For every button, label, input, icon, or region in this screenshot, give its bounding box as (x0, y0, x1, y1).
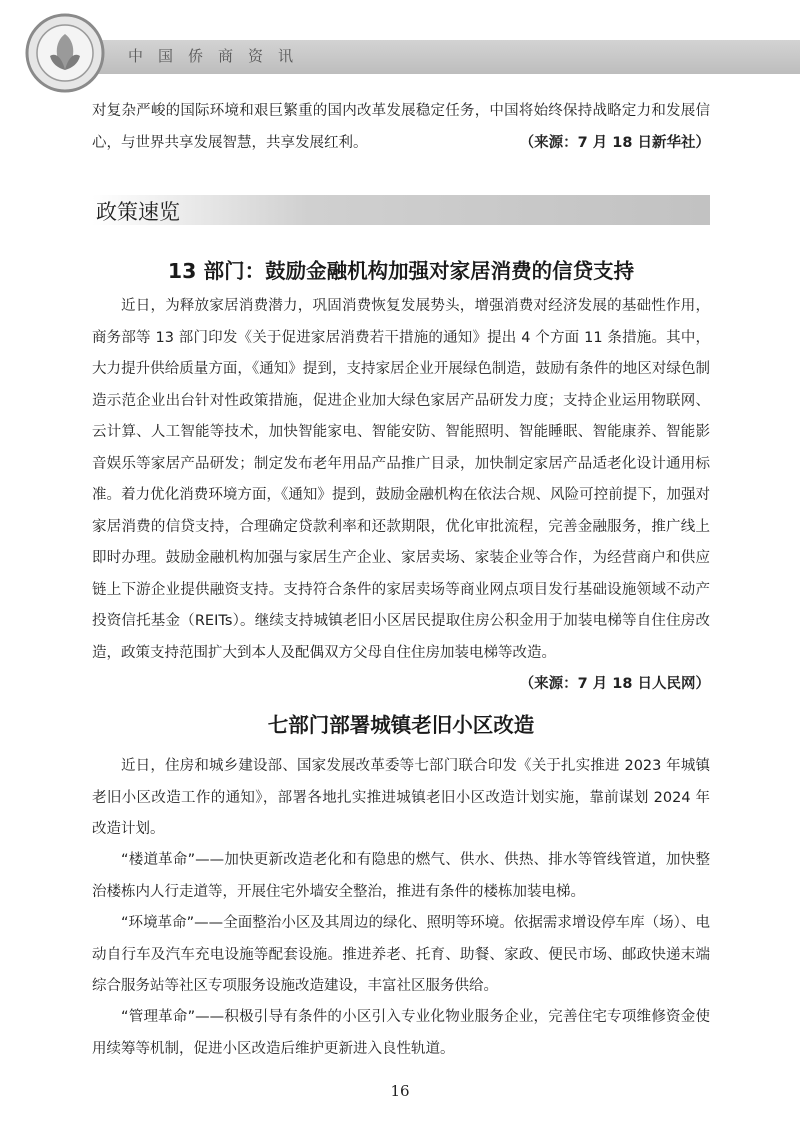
article1-title: 13 部门：鼓励金融机构加强对家居消费的信贷支持 (167, 259, 635, 283)
intro-source: （来源：7 月 18 日新华社） (519, 134, 710, 151)
article1-text: 近日，为释放家居消费潜力，巩固消费恢复发展势头，增强消费对经济发展的基础性作用，商务部等 13 部门印发《关于促进家居消费若干措施的通知》提出 4 个方面 11 条措施。其中，大力提升供给质量方面，《通知》提到，支持家居企业开展绿色制造，鼓励有条件的地区对绿色制造示范企业出台针对性政策措施，促进企业加大绿色家居产品研发力度；支持企业运用物联网、云计算、人工智能等技术，加快智能家电、智能安防、智能照明、智能睡眠、智能康养、智能影音娱乐等家居产品研发；制定发布老年用品产品推广目录，加快制定家居产品适老化设计通用标准。着力优化消费环境方面，《通知》提到，鼓励金融机构在依法合规、风险可控前提下，加强对家居消费的信贷支持，合理确定贷款利率和还款期限，优化审批流程，完善金融服务，推广线上即时办理。鼓励金融机构加强与家居生产企业、家居卖场、家装企业等合作，为经营商户和供应链上下游企业提供融资支持。支持符合条件的家居卖场等商业网点项目发行基础设施领域不动产投资信托基金（REITs）。继续支持城镇老旧小区居民提取住房公积金用于加装电梯等自住住房改造，政策支持范围扩大到本人及配偶双方父母自住住房加装电梯等改造。 (92, 298, 710, 661)
header-title: 中国侨商资讯 (128, 47, 309, 65)
article2-paragraph: “管理革命”——积极引导有条件的小区引入专业化物业服务企业，完善住宅专项维修资金使用续筹等机制，促进小区改造后维护更新进入良性轨道。 (92, 1009, 710, 1057)
article1-source: （来源：7 月 18 日人民网） (519, 676, 710, 692)
section-title: 政策速览 (96, 200, 180, 224)
logo (24, 12, 106, 94)
article1-body (92, 291, 710, 701)
intro-text: 对复杂严峻的国际环境和艰巨繁重的国内改革发展稳定任务，中国将始终保持战略定力和发展信心，与世界共享发展智慧，共享发展红利。 (92, 103, 710, 151)
article2-paragraph: “环境革命”——全面整治小区及其周边的绿化、照明等环境。依据需求增设停车库（场）、电动自行车及汽车充电设施等配套设施。推进养老、托育、助餐、家政、便民市场、邮政快递末端综合服务站等社区专项服务设施改造建设，丰富社区服务供给。 (92, 915, 710, 994)
article2-paragraph: “楼道革命”——加快更新改造老化和有隐患的燃气、供水、供热、排水等管线管道，加快整治楼栋内人行走道等，开展住宅外墙安全整治，推进有条件的楼栋加装电梯。 (92, 852, 710, 900)
section-band (92, 195, 710, 225)
intro-paragraph (92, 96, 710, 159)
article2-paragraph: 近日，住房和城乡建设部、国家发展改革委等七部门联合印发《关于扎实推进 2023 年城镇老旧小区改造工作的通知》，部署各地扎实推进城镇老旧小区改造计划实施，靠前谋划 2024 年改造计划。 (92, 758, 710, 837)
page-number: 16 (390, 1082, 410, 1100)
article2-title: 七部门部署城镇老旧小区改造 (267, 713, 535, 737)
